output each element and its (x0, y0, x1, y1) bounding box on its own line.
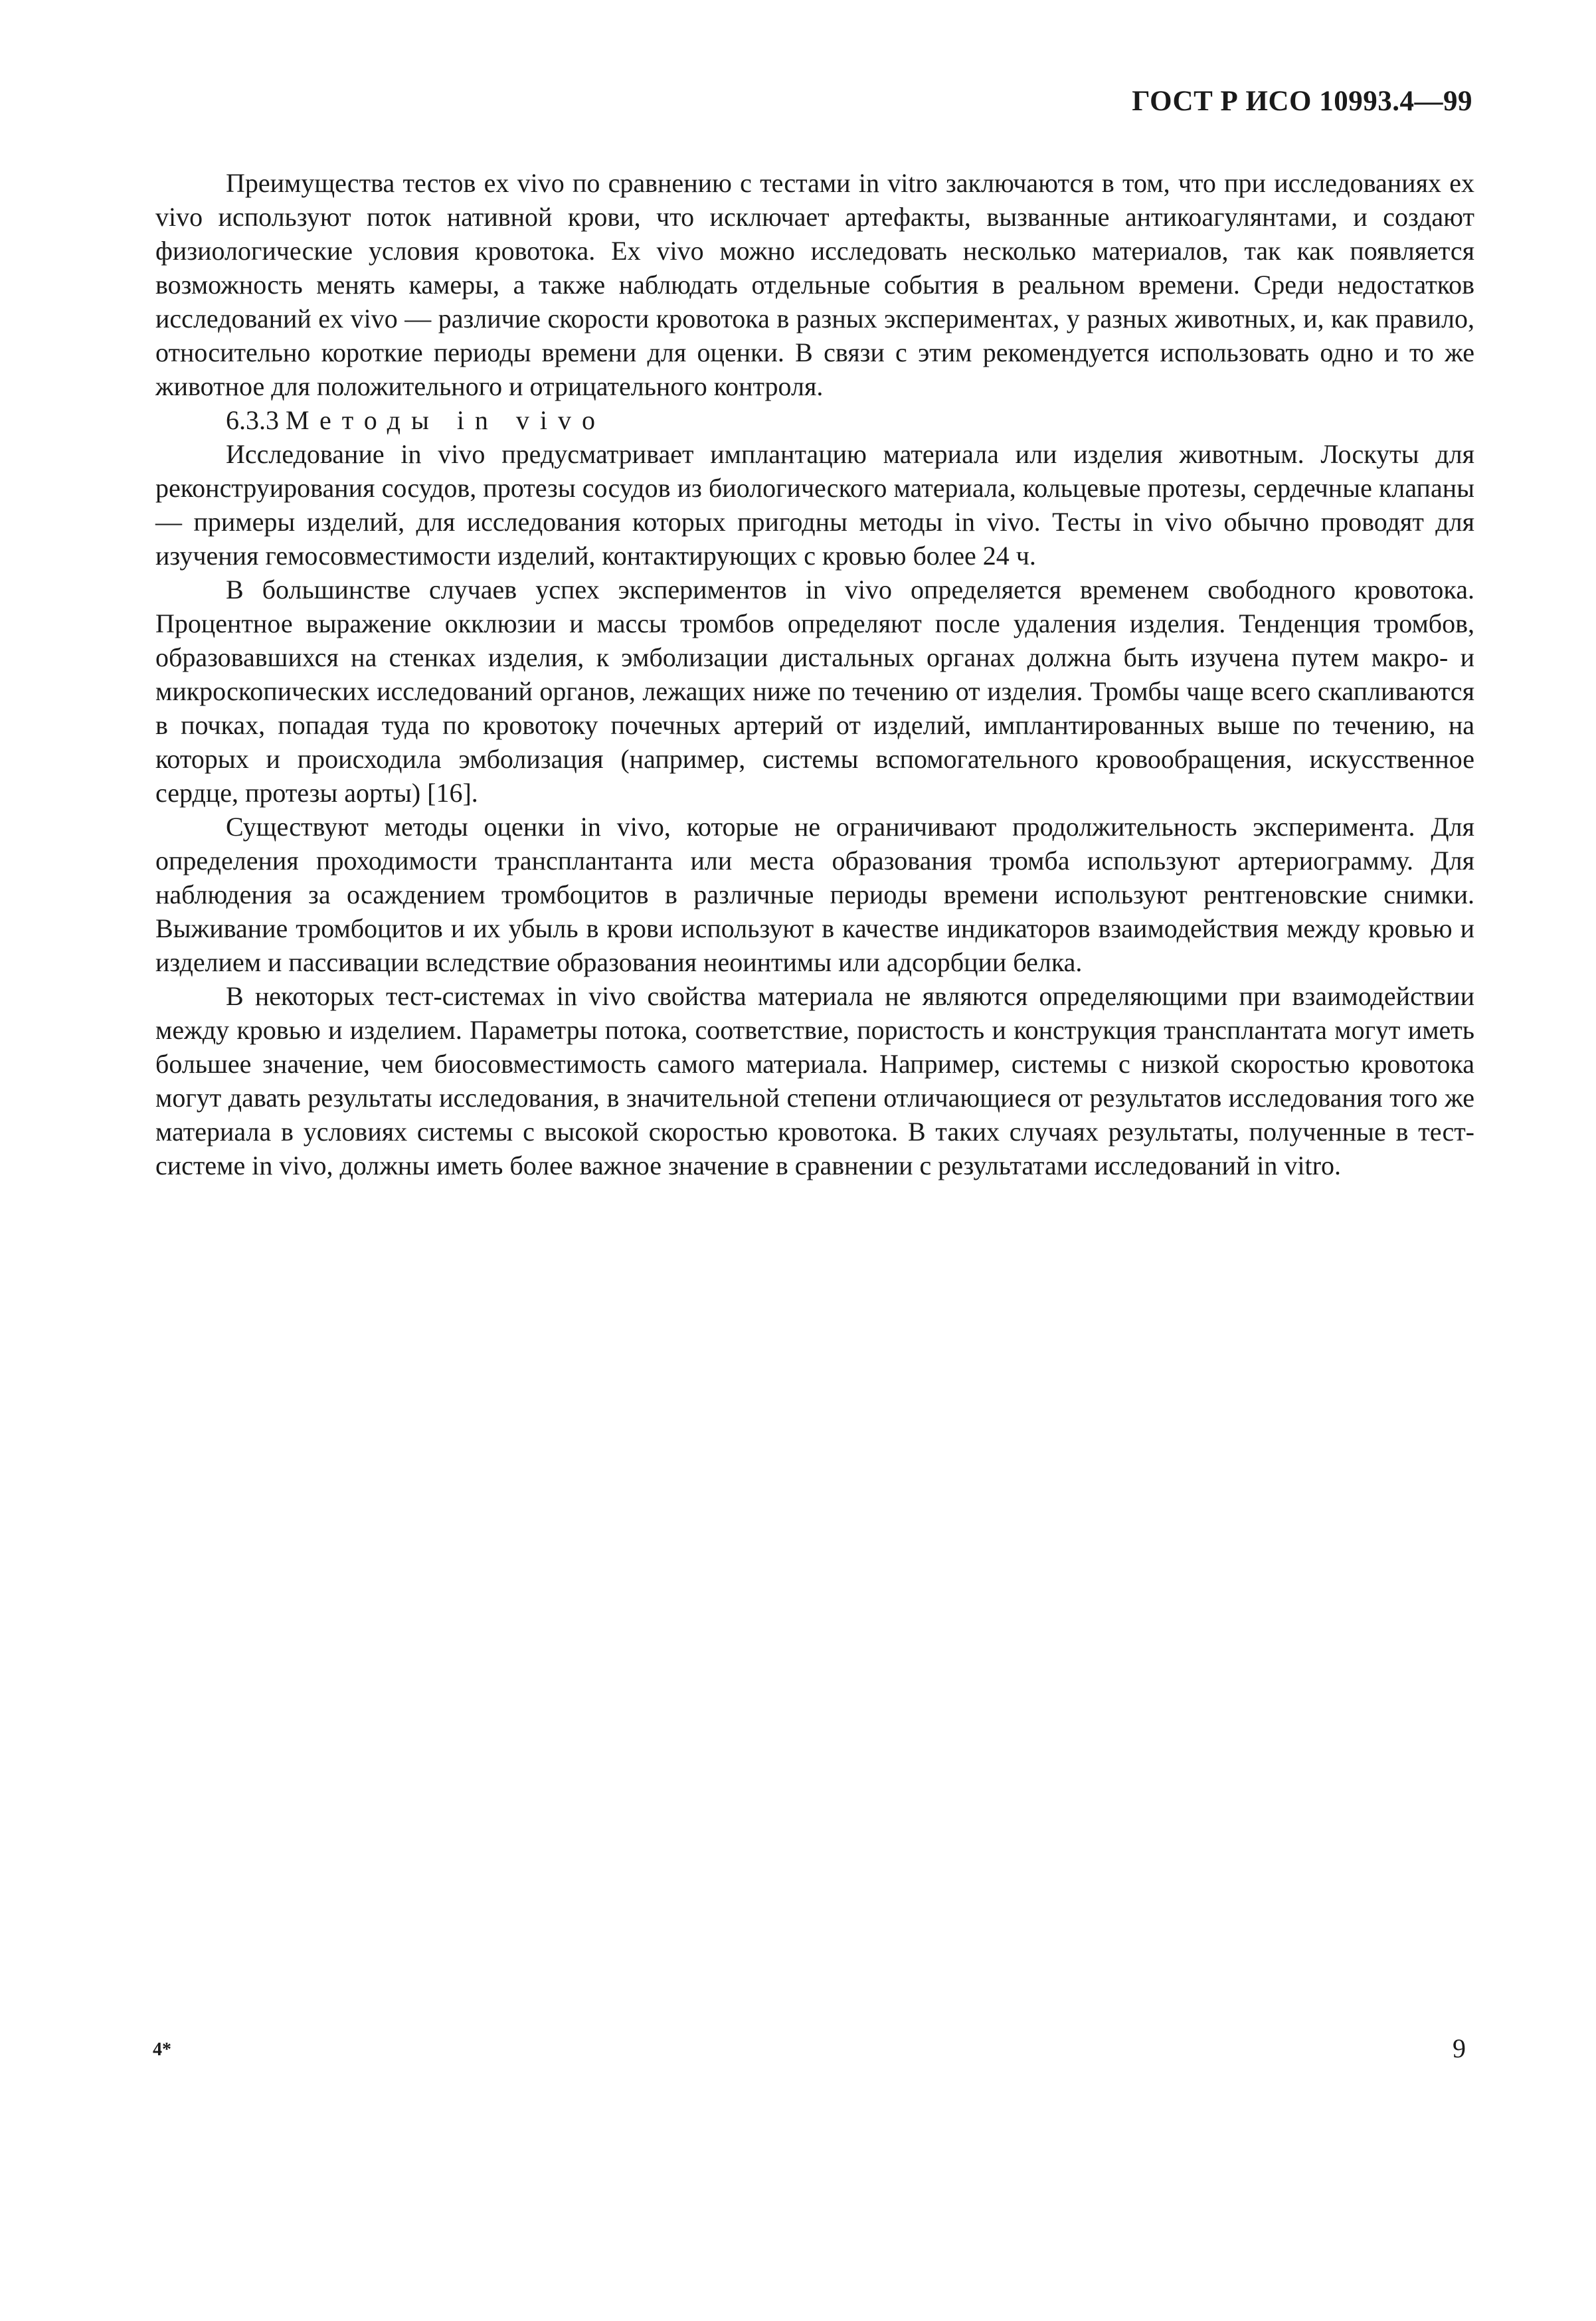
page-number: 9 (1453, 2033, 1466, 2063)
paragraph-in-vivo-test-systems: В некоторых тест-системах in vivo свойства материала не являются определяющими при взаимодействии между кровью и изделием. Параметры потока, соответствие, пористость и конструкция трансплантата могут иметь большее значение, чем биосовместимость самого материала. Например, системы с низкой скоростью кровотока могут давать результаты исследования, в значительной степени отличающиеся от результатов исследования того же материала в условиях системы с высокой скоростью кровотока. В таких случаях результаты, полученные в тест-системе in vivo, должны иметь более важное значение в сравнении с результатами исследований in vitro. (155, 981, 1474, 1180)
paragraph-in-vivo-success: В большинстве случаев успех экспериментов in vivo определяется временем свободного кровотока. Процентное выражение окклюзии и массы тромбов определяют после удаления изделия. Тенденция тромбов, образовавшихся на стенках изделия, к эмболизации дистальных органах должна быть изучена путем макро- и микроскопических исследований органов, лежащих ниже по течению от изделия. Тромбы чаще всего скапливаются в почках, попадая туда по кровотоку почечных артерий от изделий, имплантированных выше по течению, на которых и происходила эмболизация (например, системы вспомогательного кровообращения, искусственное сердце, протезы аорты) [16]. (155, 575, 1474, 808)
signature-mark: 4* (153, 2039, 171, 2060)
paragraph-ex-vivo-advantages: Преимущества тестов ex vivo по сравнению с тестами in vitro заключаются в том, что при исследованиях ex vivo используют поток нативной крови, что исключает артефакты, вызванные антикоагулянтами, и создают физиологические условия кровотока. Ex vivo можно исследовать несколько материалов, так как появляется возможность менять камеры, а также наблюдать отдельные события в реальном времени. Среди недостатков исследований ex vivo — различие скорости кровотока в разных экспериментах, у разных животных, и, как правило, относительно короткие периоды времени для оценки. В связи с этим рекомендуется использовать одно и то же животное для положительного и отрицательного контроля. (155, 168, 1474, 401)
document-standard-header: ГОСТ Р ИСО 10993.4—99 (1132, 86, 1472, 117)
section-number: 6.3.3 (226, 405, 279, 435)
section-title: Методы in vivo (286, 405, 606, 435)
paragraph-in-vivo-methods: Существуют методы оценки in vivo, которые не ограничивают продолжительность эксперимента. Для определения проходимости трансплантанта или места образования тромба используют артериограмму. Для наблюдения за осаждением тромбоцитов в различные периоды времени используют рентгеновские снимки. Выживание тромбоцитов и их убыль в крови используют в качестве индикаторов взаимодействия между кровью и изделием и пассивации вследствие образования неоинтимы или адсорбции белка. (155, 812, 1474, 977)
document-body (155, 166, 1474, 1182)
section-heading-in-vivo (155, 403, 1474, 437)
paragraph-in-vivo-implantation: Исследование in vivo предусматривает имплантацию материала или изделия животным. Лоскуты для реконструирования сосудов, протезы сосудов из биологического материала, кольцевые протезы, сердечные клапаны — примеры изделий, для исследования которых пригодны методы in vivo. Тесты in vivo обычно проводят для изучения гемосовместимости изделий, контактирующих с кровью более 24 ч. (155, 439, 1474, 571)
